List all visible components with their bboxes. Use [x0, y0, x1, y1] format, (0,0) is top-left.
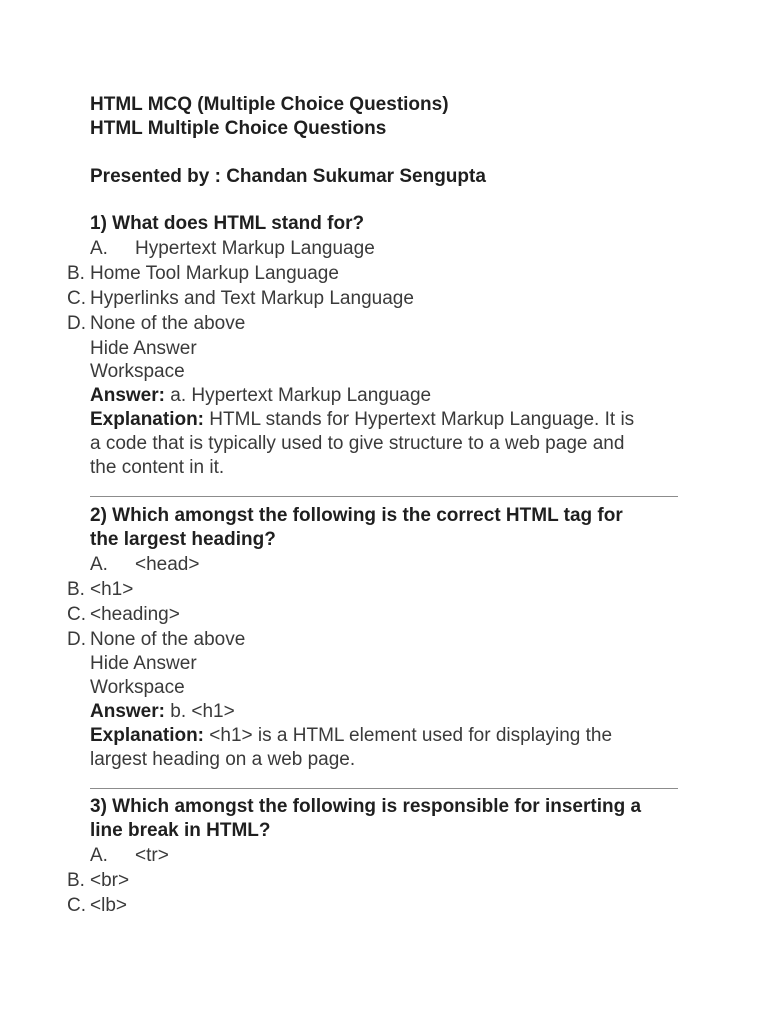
- answer-label: Answer:: [90, 385, 165, 406]
- option-letter: B.: [67, 870, 85, 891]
- question-1-hide-answer: Hide Answer: [90, 338, 197, 359]
- question-2-text: 2) Which amongst the following is the correct HTML tag for: [90, 505, 623, 526]
- question-1-workspace: Workspace: [90, 361, 185, 382]
- document-subtitle: HTML Multiple Choice Questions: [90, 118, 387, 139]
- question-2-answer: [90, 700, 235, 724]
- question-2-hide-answer: Hide Answer: [90, 653, 197, 674]
- option-text: <lb>: [90, 895, 127, 916]
- option-text: <head>: [135, 554, 200, 575]
- explanation-label: Explanation:: [90, 409, 205, 430]
- option-text: None of the above: [90, 313, 246, 334]
- question-2-workspace: Workspace: [90, 677, 185, 698]
- option-text: <br>: [90, 870, 130, 891]
- option-letter: A.: [90, 554, 108, 575]
- option-text: None of the above: [90, 629, 246, 650]
- answer-text: a. Hypertext Markup Language: [164, 385, 432, 406]
- question-1-text: 1) What does HTML stand for?: [90, 213, 365, 234]
- answer-text: b. <h1>: [164, 701, 235, 722]
- question-3-text-line-2: line break in HTML?: [90, 820, 271, 841]
- option-letter: B.: [67, 263, 85, 284]
- explanation-text: HTML stands for Hypertext Markup Language. It is: [204, 409, 635, 430]
- option-letter: A.: [90, 238, 108, 259]
- presenter-line: Presented by : Chandan Sukumar Sengupta: [90, 166, 486, 187]
- question-2-explanation: [90, 724, 612, 748]
- option-text: <h1>: [90, 579, 134, 600]
- option-text: <tr>: [135, 845, 169, 866]
- explanation-text: <h1> is a HTML element used for displaying the: [204, 725, 613, 746]
- question-1-explanation-line-3: the content in it.: [90, 457, 225, 478]
- option-letter: D.: [67, 313, 86, 334]
- option-letter: B.: [67, 579, 85, 600]
- option-text: Hyperlinks and Text Markup Language: [90, 288, 414, 309]
- question-1-explanation: [90, 408, 634, 432]
- answer-label: Answer:: [90, 701, 165, 722]
- section-divider: [90, 496, 678, 497]
- section-divider: [90, 788, 678, 789]
- explanation-label: Explanation:: [90, 725, 205, 746]
- document-title: HTML MCQ (Multiple Choice Questions): [90, 94, 449, 115]
- question-2-text-line-2: the largest heading?: [90, 529, 276, 550]
- question-2-explanation-line-2: largest heading on a web page.: [90, 749, 356, 770]
- option-letter: C.: [67, 604, 86, 625]
- question-1-answer: [90, 384, 431, 408]
- option-letter: A.: [90, 845, 108, 866]
- option-text: <heading>: [90, 604, 180, 625]
- option-letter: C.: [67, 288, 86, 309]
- option-text: Home Tool Markup Language: [90, 263, 339, 284]
- option-letter: D.: [67, 629, 86, 650]
- option-text: Hypertext Markup Language: [135, 238, 375, 259]
- question-3-text: 3) Which amongst the following is responsible for inserting a: [90, 796, 642, 817]
- option-letter: C.: [67, 895, 86, 916]
- question-1-explanation-line-2: a code that is typically used to give structure to a web page and: [90, 433, 625, 454]
